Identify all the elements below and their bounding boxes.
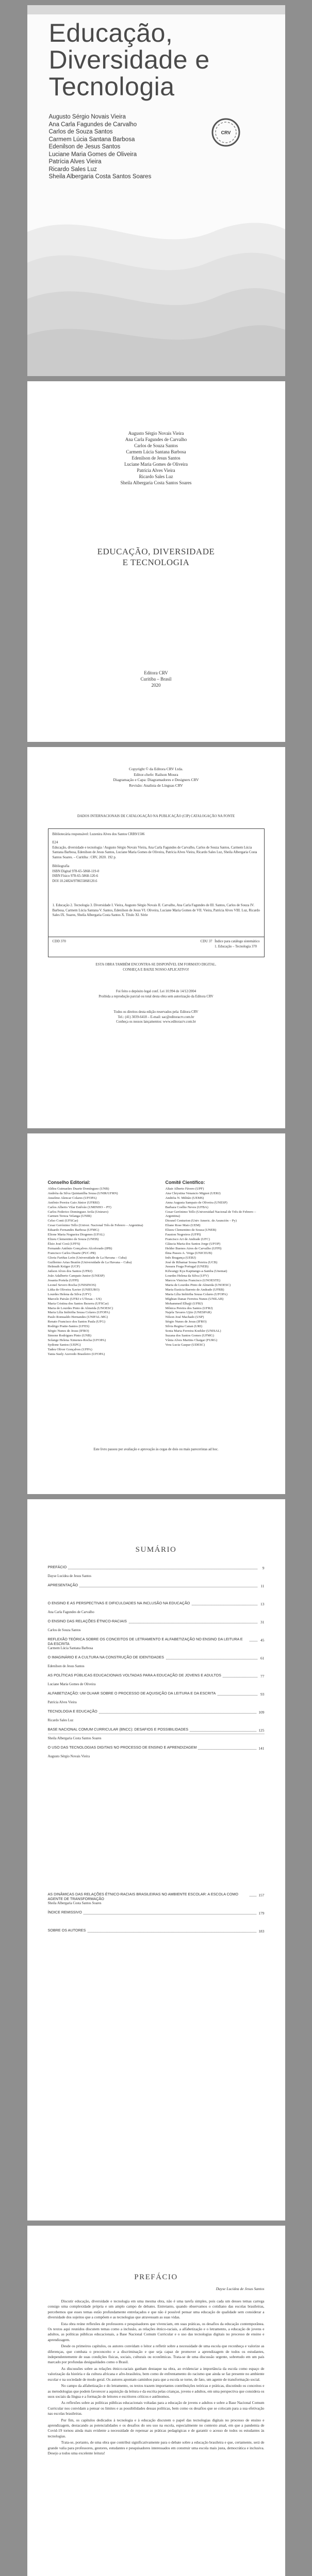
toc-entry-title: SOBRE OS AUTORES <box>48 1928 88 1933</box>
title-page-title-line: E TECNOLOGIA <box>122 557 190 567</box>
council-member: Élsio José Corá (UFFS) <box>47 1242 80 1246</box>
title-page-author: Ana Carla Fagundes de Carvalho <box>125 437 187 442</box>
toc-entry-title: PREFÁCIO <box>48 1565 69 1569</box>
reproduction-notice: Proibida a reprodução parcial ou total desta obra sem autorização da Editora CRV <box>98 994 214 998</box>
council-member: Ana Chrystina Venancio Mignot (UERJ) <box>165 1191 221 1195</box>
toc-entry-author: Augusto Sérgio Novais Vieira <box>47 1755 90 1758</box>
toc-entry <box>48 1708 265 1726</box>
council-member: Gloria Fariñas León (Universidade de La Havana – Cuba) <box>47 1256 127 1260</box>
toc-heading: SUMÁRIO <box>135 1546 177 1554</box>
council-member: Rodrigo Pratte-Santos (UFES) <box>47 1325 90 1329</box>
toc-entry-page: 77 <box>259 1674 265 1679</box>
title-page-author: Luciane Maria Gomes de Oliveira <box>124 462 188 467</box>
council-member: Lourdes Helena da Silva (UFV) <box>47 1292 91 1296</box>
council-member: Fauston Negreiros (UFPI) <box>165 1233 201 1237</box>
imprint-year: 2020 <box>151 683 161 688</box>
title-page-imprint <box>27 670 285 688</box>
council-member: Anna Augusta Sampaio de Oliveira (UNESP) <box>165 1200 227 1205</box>
council-member: Guillermo Arias Beatón (Universidade de La Havana – Cuba) <box>47 1260 132 1264</box>
council-member: Kilwangy Kya Kapitango-a-Samba (Unemat) <box>165 1269 227 1274</box>
copyright-line: Copyright © da Editora CRV Ltda. <box>129 767 183 771</box>
council-member: Diosnel Centurion (Univ Americ. de Asunción – Py) <box>165 1219 237 1223</box>
scientific-committee <box>166 1180 269 1348</box>
toc-entry-title: TECNOLOGIA E EDUCAÇÃO <box>48 1709 99 1714</box>
toc-entry-title: O IMAGINÁRIO E A CULTURA NA CONSTRUÇÃO DE IDENTIDADES <box>48 1655 166 1659</box>
cover-author: Sheila Albergaria Costa Santos Soares <box>48 174 152 180</box>
catalog-index <box>215 939 259 949</box>
cdd-code: CDD 370 <box>52 940 66 943</box>
council-member: Silvia Regina Canan (URI) <box>165 1325 203 1329</box>
council-member: Eliane Rose Maio (UEM) <box>165 1224 201 1228</box>
council-member: Leonel Severo Rocha (UNISINOS) <box>47 1283 96 1287</box>
toc-entry-author: Carlos de Souza Santos <box>47 1629 81 1632</box>
toc-entry-title: O ENSINO DAS RELAÇÕES ÉTNICO-RACIAIS <box>48 1619 128 1623</box>
toc-entry-author: Carmem Lúcia Santana Barbosa <box>47 1647 93 1650</box>
council-member: Marcos Vinicius Francisco (UNOESTE) <box>165 1279 221 1283</box>
title-page <box>27 381 285 742</box>
council-member: Josania Portela (UFPI) <box>47 1279 79 1283</box>
toc-entry-page: 93 <box>259 1692 265 1697</box>
cip-catalog-box <box>48 828 265 957</box>
council-member: Tania Suely Azevedo Brasileiro (UFOPA) <box>47 1352 105 1356</box>
council-member: Maria de Lourdes Pinto de Almeida (UNOESC) <box>165 1283 231 1287</box>
council-member: Aldira Guimarães Duarte Domínguez (UNB) <box>47 1187 109 1191</box>
council-member: Najela Tavares Ujiie (UNESPAR) <box>165 1311 211 1315</box>
title-page-author: Ricardo Sales Luz <box>139 474 173 479</box>
publisher-logo-icon <box>208 114 244 150</box>
cdu-code: CDU 37 <box>200 940 212 943</box>
cover-top-band <box>27 5 285 14</box>
cover-author: Patrícia Alves Vieira <box>48 159 102 165</box>
digital-notice-line: ESTA OBRA TAMBÉM ENCONTRA-SE DISPONÍVEL EM FORMATO DIGITAL. <box>95 963 217 967</box>
toc-entry <box>48 1690 265 1708</box>
legal-deposit-line: Foi feito o depósito legal conf. Lei 10.994 de 14/12/2004 <box>116 990 196 993</box>
council-member: Lídia de Oliveira Xavier (UNIEURO) <box>47 1287 100 1292</box>
preface-paragraph: No campo da alfabetização e do letramento, os textos trazem importantes contribuições teóricas e práticas, discutindo os conceitos e as metodologias que podem favorecer a aquisição da leitura e da escrita pelas crianças, jovens e adultos, em uma perspectiva que considera os usos sociais da língua e a formação de leitores e escritores críticos e autônomos. <box>47 2383 265 2399</box>
toc-entry-title: AS DINÂMICAS DAS RELAÇÕES ÉTNICO-RACIAIS BRASILEIRAS NO AMBIENTE ESCOLAR: A ESCOLA COMO AGENTE DE TRANSFORMAÇÃO <box>48 1892 249 1901</box>
council-member: Barbara Coelho Neves (UFBA) <box>165 1205 208 1209</box>
council-member: Simone Rodrigues Pinto (UNB) <box>47 1334 91 1337</box>
council-member: Nilson José Machado (USP) <box>165 1315 204 1319</box>
council-member: Míghian Danae Ferreira Nunes (UNILAB) <box>165 1297 224 1301</box>
app-notice-line: CONHEÇA E BAIXE NOSSO APLICATIVO! <box>123 968 189 972</box>
toc-entry-page: 157 <box>257 1893 264 1897</box>
cover-title-line: Educação, <box>48 19 173 47</box>
council-member: Ilma Passos A. Veiga (UNICEUB) <box>165 1251 212 1255</box>
toc-entry-author: Patrícia Alves Vieira <box>47 1701 77 1704</box>
toc-entry-title: BASE NACIONAL COMUM CURRICULAR (BNCC): DESAFIOS E POSSIBILIDADES <box>48 1727 190 1732</box>
council-member: Andréia N. Militão (UEMS) <box>165 1196 204 1200</box>
toc-entry <box>48 1744 265 1762</box>
toc-entry-page: 179 <box>257 1911 264 1916</box>
digital-notice <box>27 962 285 972</box>
toc-entry-page: 183 <box>257 1929 264 1934</box>
cover-title-line: Diversidade e <box>48 45 210 74</box>
council-member: Helder Buenos Aires de Carvalho (UFPI) <box>165 1246 222 1250</box>
editorial-councils-page <box>27 1133 285 1494</box>
council-member: Suzana dos Santos Gomes (UFMG) <box>165 1334 215 1337</box>
copyright-credits <box>27 767 285 788</box>
revision-line: Revisão: Analista de Línguas CRV <box>129 783 183 788</box>
cover-title-line: Tecnologia <box>48 72 175 101</box>
preface-paragraph: Esta obra reúne reflexões de professores e pesquisadores que vivenciam, em suas práticas, os desafios da educação contemporânea. Os textos aqui reunidos discutem temas como a inclusão, as relações étnico-raciais, a alfabetização e o letramento, a educação de jovens e adultos, as políticas públicas educacionais, a Base Nacional Comum Curricular e o uso das tecnologias digitais no processo de ensino e aprendizagem. <box>47 2321 265 2342</box>
title-page-author: Augusto Sérgio Novais Vieira <box>128 431 184 436</box>
cover-decorative-waves <box>27 201 285 376</box>
toc-entry <box>48 1618 265 1636</box>
title-page-author: Sheila Albergaria Costa Santos Soares <box>120 480 192 485</box>
council-member: Cesar Gerónimo Tello (Univer. Nacional Três de Febrero – Argentina) <box>47 1224 143 1228</box>
cip-code: E24 <box>52 841 58 844</box>
toc-list <box>48 1564 265 1762</box>
rights-line: Todos os direitos desta edição reservados pela: Editora CRV <box>113 1010 199 1014</box>
council-member: Solange Helena Ximenes-Rocha (UFOPA) <box>47 1338 106 1342</box>
librarian-line: Bibliotecária responsável: Luzenira Alves dos Santos CRB9/1506 <box>52 833 145 836</box>
toc-entry-page: 11 <box>259 1584 264 1588</box>
council-member: Anselmo Alencar Colares (UFOPA) <box>47 1196 97 1200</box>
title-page-author: Patrícia Alves Vieira <box>137 468 175 473</box>
preface-body <box>48 2299 265 2457</box>
toc-entry-author: Edenilson de Jesus Santos <box>47 1665 85 1668</box>
toc-entry-page: 9 <box>261 1566 265 1570</box>
toc-entry-title: O ENSINO E AS PERSPECTIVAS E DIFICULDADES NA INCLUSÃO NA EDUCAÇÃO <box>48 1601 192 1605</box>
preface-paragraph: Trata-se, portanto, de uma obra que contribui significativamente para o debate sobre a educação brasileira e que, certamente, será de grande valia para professores, gestores, estudantes e pesquisadores interessados em construir uma escola mais justa, democrática e inclusiva. Desejo a todos uma excelente leitura! <box>47 2440 265 2455</box>
council-member: Gláucia Maria dos Santos Jorge (UFOP) <box>165 1242 221 1246</box>
council-member: Paulo Romualdo Hernandes (UNIFAL-MG) <box>47 1315 108 1319</box>
council-member: Elizeu Clementino de Souza (UNEB) <box>47 1237 99 1241</box>
council-member: Tadeu Oliver Gonçalves (UFPA) <box>47 1347 92 1351</box>
council-member: José de Ribamar Sousa Pereira (UCB) <box>165 1260 218 1264</box>
toc-entry-page: 45 <box>259 1638 265 1642</box>
isbn-digital: ISBN Digital 978-65-5868-119-0 <box>52 869 100 873</box>
council-member: Eduardo Fernandes Barbosa (UFMG) <box>47 1228 99 1232</box>
council-member: Maria Lília Imbiriba Sousa Colares (UFOPA) <box>165 1292 227 1296</box>
cip-subjects: 1. Educação 2. Tecnologia 3. Diversidade I. Vieira, Augusto Sérgio Novais II. Carvalho, Ana Carla Fagundes de III. Santos, Carlos de Souza IV. Barbosa, Carmem Lúcia Santana V. Santos, Edenilson de Jesus VI. Oliveira, Luciane Maria Gomes de VII. Vieira, Patrícia Alves VIII. Luz, Ricardo Sales IX. Soares, Sheila Albergaria Costa Santos X. Título XI. Série <box>52 904 260 917</box>
title-page-title-line: EDUCAÇÃO, DIVERSIDADE <box>97 547 215 556</box>
preface-page <box>27 2226 285 2576</box>
toc-entry-title: O USO DAS TECNOLOGIAS DIGITAIS NO PROCESSO DE ENSINO E APRENDIZAGEM <box>48 1745 199 1750</box>
toc-entry-title: ALFABETIZAÇÃO: UM OLHAR SOBRE O PROCESSO DE AQUISIÇÃO DA LEITURA E DA ESCRITA <box>48 1691 218 1696</box>
council-member: Fernando Antônio Gonçalves Alcoforado (IPB) <box>47 1246 112 1250</box>
council-member: Lourdes Helena da Silva (UFV) <box>165 1274 209 1278</box>
cover-author: Luciane Maria Gomes de Oliveira <box>48 151 137 158</box>
toc-entry-page: 125 <box>257 1728 264 1733</box>
toc-entry <box>48 1564 265 1582</box>
copyright-page <box>27 747 285 1128</box>
toc-entry-author: Ana Carla Fagundes de Carvalho <box>47 1611 94 1614</box>
isbn-print: ISBN Físico 978-65-5868-120-6 <box>52 874 98 878</box>
council-member: Inês Bragança (UERJ) <box>165 1256 196 1260</box>
scientific-committee-title: Comitê Científico: <box>165 1180 205 1185</box>
bibliography-line: Bibliografia <box>52 865 70 868</box>
toc-entry-page: 13 <box>259 1602 265 1606</box>
preface-paragraph: Por fim, os capítulos dedicados à tecnologia e à educação discutem o papel das tecnologias digitais no processo de ensino e aprendizagem, destacando as potencialidades e os desafios do seu uso na escola, especialmente no contexto atual, em que a pandemia de Covid-19 tornou ainda mais evidente a necessidade de repensar as práticas pedagógicas e de garantir o acesso de todos os estudantes às tecnologias. <box>47 2417 265 2438</box>
toc-entry-title: APRESENTAÇÃO <box>48 1583 80 1587</box>
toc-entry-title: ÍNDICE REMISSIVO <box>48 1910 84 1914</box>
council-member: Francisco Ari de Andrade (UFC) <box>165 1237 210 1241</box>
cip-reference: Educação, diversidade e tecnologia / Augusto Sérgio Novais Vieira, Ana Carla Fagundes de Carvalho, Carlos de Souza Santos, Carmem Lúcia Santana Barbosa, Edenilson de Jesus Santos, Luciane Maria Gomes de Oliveira, Patrícia Alves Vieira, Ricardo Sales Luz, Sheila Albergaria Costa Santos Soares. – Curitiba : CRV, 2020. 192 p. <box>52 845 257 859</box>
cip-bibliographic-entry <box>53 840 261 860</box>
council-member: Marcelo Paixão (UFRJ e UTexas – US) <box>47 1297 102 1301</box>
toc-entry <box>48 1654 265 1672</box>
preface-paragraph: Desde os primeiros capítulos, os autores convidam o leitor a refletir sobre a necessidade de uma escola que reconheça e valorize as diferenças, que combata o preconceito e a discriminação e que seja capaz de promover a aprendizagem de todos os estudantes, independentemente de suas condições físicas, sociais, culturais ou econômicas. Trata-se de uma discussão urgente, sobretudo em um país marcado por profundas desigualdades como o Brasil. <box>47 2344 265 2365</box>
toc-entry <box>48 1909 265 1927</box>
peer-review-note: Este livro passou por avaliação e aprovação às cegas de dois ou mais pareceristas ad hoc. <box>93 1448 219 1451</box>
council-member: Celso Conti (UFSCar) <box>47 1219 78 1223</box>
toc-entry-author: Sheila Albergaria Costa Santos Soares <box>47 1902 102 1905</box>
website-line: Conheça os nossos lançamentos: www.editoracrv.com.br <box>116 1020 196 1024</box>
council-member: Cesar Gerónimo Tello (Universidad Nacional de Três de Febrero – Argentina) <box>165 1210 256 1218</box>
preface-paragraph: Discutir educação, diversidade e tecnologia em uma mesma obra, não é uma tarefa simples, pois cada um desses temas carrega consigo uma complexidade própria e um amplo campo de debates. Entretanto, quando observamos o cotidiano das escolas brasileiras, percebemos que esses temas estão profundamente entrelaçados e que não é possível pensar uma educação de qualidade sem considerar a diversidade dos sujeitos que a compõem e as tecnologias que atravessam as suas vidas. <box>47 2299 265 2320</box>
cover-author-list <box>49 113 214 181</box>
toc-entry <box>48 1600 265 1618</box>
toc-entry-author: Dayse Lucidea de Jesus Santos <box>47 1574 92 1578</box>
council-member: Maria Eurácia Barreto de Andrade (UFRB) <box>165 1287 224 1292</box>
preface-paragraph: As reflexões sobre as políticas públicas educacionais voltadas para a educação de jovens e adultos e sobre a Base Nacional Comum Curricular nos convidam a pensar os limites e as possibilidades dessas políticas, bem como os desafios que se colocam para a sua efetivação nas escolas brasileiras. <box>47 2400 265 2416</box>
council-member: Carlos Alberto Vilar Estêvão (UMINHO – PT) <box>47 1205 111 1209</box>
toc-entry <box>48 1636 265 1654</box>
council-member: Mônica Pereira dos Santos (UFRJ) <box>165 1306 213 1310</box>
council-member: Maria Cristina dos Santos Bezerra (UFSCar) <box>47 1301 109 1306</box>
editorial-council-members <box>48 1187 151 1357</box>
legal-notice <box>27 989 285 999</box>
toc-entry-author: Ricardo Sales Luz <box>47 1719 74 1722</box>
toc-entry <box>48 1891 265 1909</box>
council-member: Jailson Alves dos Santos (UFRJ) <box>47 1269 92 1274</box>
toc-entry-author: Luciane Maria Gomes de Oliveira <box>47 1683 96 1686</box>
doi-line: DOI 10.24824/978655868120.6 <box>52 879 97 883</box>
council-member: Renato Francisco dos Santos Paula (UFG) <box>47 1320 106 1324</box>
toc-entry-page: 61 <box>259 1656 265 1660</box>
toc-entry <box>48 1582 265 1600</box>
imprint-city: Curitiba – Brasil <box>140 676 172 682</box>
isbn-block <box>53 864 259 884</box>
cover-author: Carlos de Souza Santos <box>48 129 113 135</box>
toc-entry-title: AS POLÍTICAS PÚBLICAS EDUCACIONAIS VOLTADAS PARA A EDUCAÇÃO DE JOVENS E ADULTOS <box>48 1673 223 1677</box>
council-member: Carmen Tereza Velanga (UNIR) <box>47 1214 92 1218</box>
catalog-index-title: Índice para catálogo sistemático <box>215 940 260 943</box>
council-member: Altair Alberto Fávero (UPF) <box>165 1187 204 1191</box>
council-member: Helmuth Krüger (UCP) <box>47 1265 80 1269</box>
council-member: Vera Lucia Gaspar (UDESC) <box>165 1343 205 1347</box>
design-line: Diagramação e Capa: Diagramadores e Designers CRV <box>113 777 199 782</box>
council-member: João Adalberto Campato Junior (UNESP) <box>47 1274 105 1278</box>
title-page-title <box>27 546 285 568</box>
toc-entry <box>48 1927 265 1945</box>
publisher-logo-text: CRV <box>221 130 231 135</box>
council-member: Mohammed Elhajji (UFRJ) <box>165 1301 203 1306</box>
cover-author: Ana Carla Fagundes de Carvalho <box>48 121 137 128</box>
toc-entry-page: 109 <box>257 1710 264 1715</box>
council-member: Sérgio Nunes de Jesus (IFRO) <box>47 1329 89 1333</box>
toc-entry <box>48 1672 265 1690</box>
contact-line: Tel.: (41) 3039-6418 – E-mail: sac@editoracrv.com.br <box>118 1015 194 1019</box>
preface-author: Dayse Lucidea de Jesus Santos <box>216 2286 265 2291</box>
title-page-authors <box>27 430 285 486</box>
cip-heading: DADOS INTERNACIONAIS DE CATALOGAÇÃO NA PUBLICAÇÃO (CIP) CATALOGAÇÃO NA FONTE <box>77 815 235 818</box>
imprint-publisher: Editora CRV <box>144 670 168 675</box>
title-page-author: Edenilson de Jesus Santos <box>132 455 180 461</box>
cover-author: Ricardo Sales Luz <box>48 166 97 173</box>
council-member: Maria Lília Imbiriba Sousa Colares (UFOPA) <box>47 1311 110 1315</box>
cover-title <box>49 20 266 100</box>
toc-entry-title: REFLEXÃO TEÓRICA SOBRE OS CONCEITOS DE LETRAMENTO E ALFABETIZAÇÃO NO ENSINO DA LEITURA E DA ESCRITA <box>48 1637 249 1646</box>
council-member: Sonia Maria Ferreira Koehler (UNISAL) <box>165 1329 221 1333</box>
toc-entry-author: Sheila Albergaria Costa Santos Soares <box>47 1737 102 1740</box>
preface-heading: PREFÁCIO <box>134 2273 178 2281</box>
council-member: Sydione Santos (UEPG) <box>47 1343 81 1347</box>
scientific-committee-members <box>166 1187 269 1348</box>
title-page-author: Carmem Lúcia Santana Barbosa <box>126 449 186 454</box>
catalog-index-subject: 1. Educação – Tecnologia 370 <box>215 944 257 948</box>
editorial-council <box>48 1180 151 1357</box>
council-member: Sérgio Nunes de Jesus (IFRO) <box>165 1320 207 1324</box>
council-member: Elione Maria Nogueira Diogenes (UFAL) <box>47 1233 105 1237</box>
council-member: Francisco Carlos Duarte (PUC-PR) <box>47 1251 96 1255</box>
editorial-council-title: Conselho Editorial: <box>47 1180 91 1185</box>
cover-author: Carmem Lúcia Santana Barbosa <box>48 136 135 143</box>
title-page-author: Carlos de Souza Santos <box>134 443 178 448</box>
council-member: Andréia da Silva Quintanilha Sousa (UNIR/UFRN) <box>47 1191 118 1195</box>
council-member: Carlos Federico Dominguez Avila (Unieuro) <box>47 1210 108 1214</box>
council-member: Maria de Lourdes Pinto de Almeida (UNOESC) <box>47 1306 113 1310</box>
toc-entry <box>48 1726 265 1744</box>
toc-list-continued <box>48 1891 265 1945</box>
toc-entry-page: 31 <box>259 1620 265 1624</box>
publisher-contact <box>27 1010 285 1025</box>
council-member: Antônio Pereira Gaio Júnior (UFRRJ) <box>47 1200 100 1205</box>
table-of-contents-page <box>27 1499 285 2221</box>
council-member: Elizeu Clementino de Souza (UNEB) <box>165 1228 217 1232</box>
preface-paragraph: As discussões sobre as relações étnico-raciais ganham destaque na obra, ao evidenciar a importância da escola como espaço de valorização da história e da cultura africana e afro-brasileira, bem como de enfrentamento do racismo que ainda se faz presente no ambiente escolar e na sociedade de modo geral. Os autores apontam caminhos para que a escola se torne, de fato, um agente de transformação social. <box>47 2366 265 2382</box>
cover-author: Edenilson de Jesus Santos <box>48 144 121 150</box>
toc-entry-page: 141 <box>257 1746 264 1751</box>
council-member: Jussara Fraga Portugal (UNEB) <box>165 1265 209 1269</box>
council-member: Vânia Alves Martins Chaigar (FURG) <box>165 1338 218 1342</box>
editor-line: Editor-chefe: Railson Moura <box>134 772 178 777</box>
book-cover <box>27 5 285 376</box>
cover-author: Augusto Sérgio Novais Vieira <box>48 114 126 120</box>
